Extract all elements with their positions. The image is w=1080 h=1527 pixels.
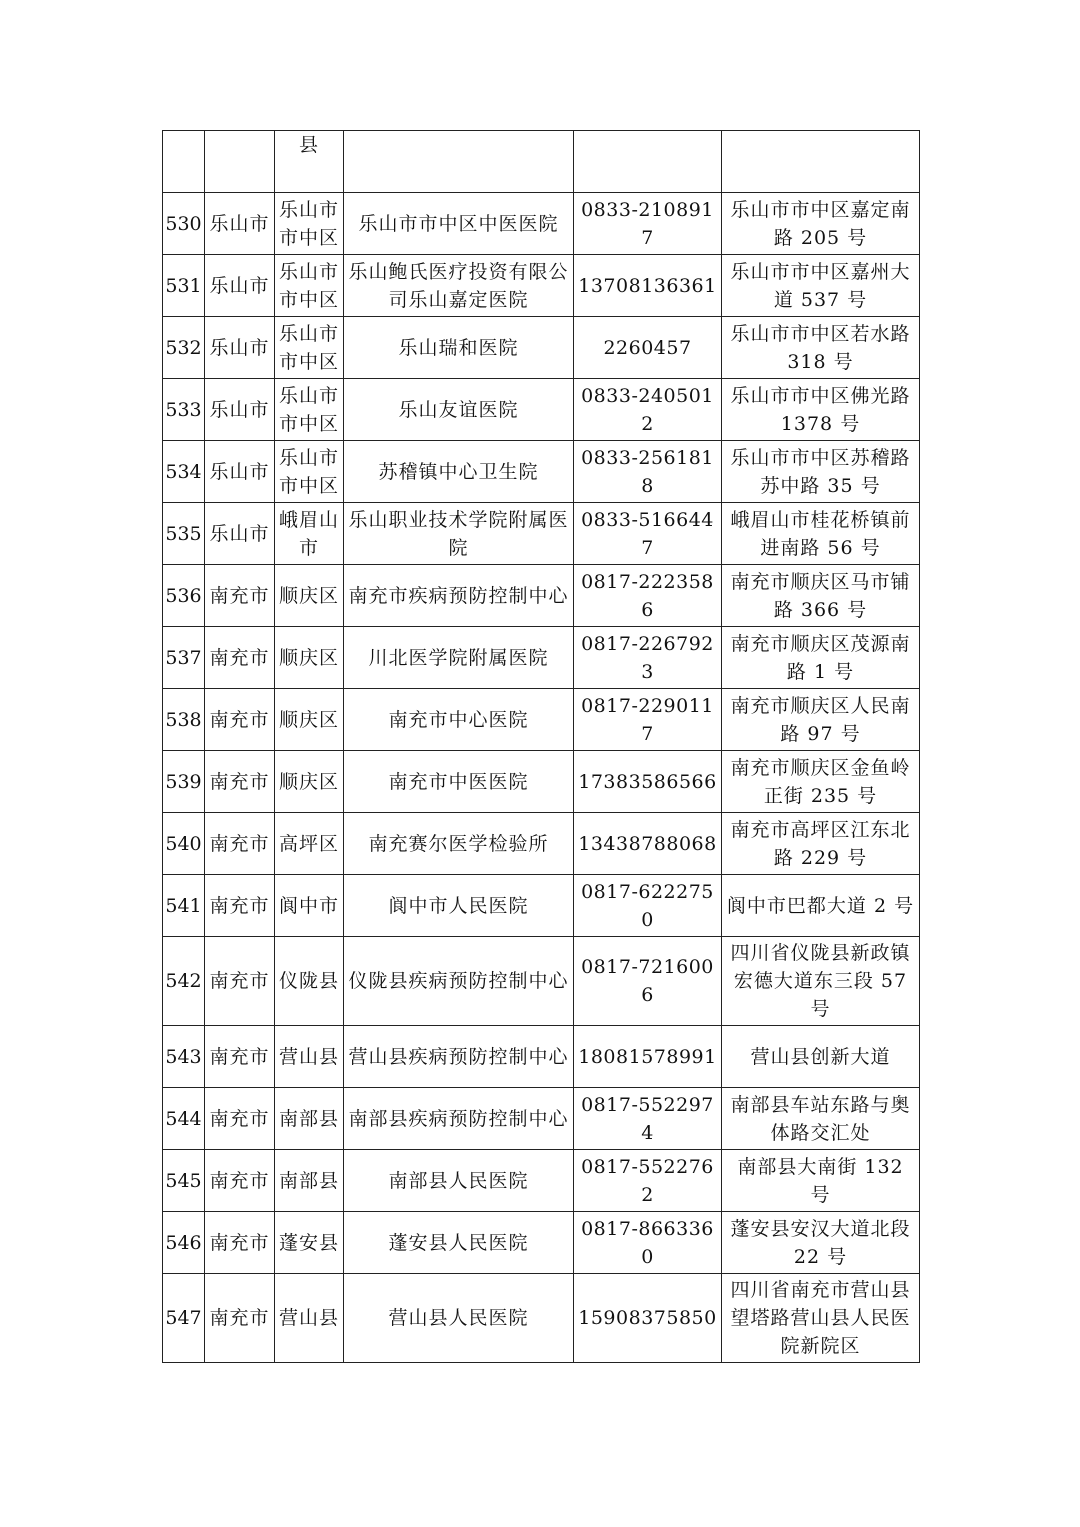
cell-address: 营山县创新大道 (722, 1026, 920, 1088)
cell-institution: 营山县疾病预防控制中心 (344, 1026, 574, 1088)
cell-district: 乐山市市中区 (275, 193, 344, 255)
cell-institution: 南充赛尔医学检验所 (344, 813, 574, 875)
table-row (163, 1212, 920, 1274)
cell-district: 乐山市市中区 (275, 255, 344, 317)
cell-institution: 南部县疾病预防控制中心 (344, 1088, 574, 1150)
cell-district: 乐山市市中区 (275, 441, 344, 503)
cell-address: 四川省仪陇县新政镇宏德大道东三段 57 号 (722, 937, 920, 1026)
cell-city: 乐山市 (205, 317, 275, 379)
cell-city: 南充市 (205, 937, 275, 1026)
cell-phone: 0817-8663360 (574, 1212, 722, 1274)
table-row (163, 751, 920, 813)
table-row (163, 503, 920, 565)
cell-district: 营山县 (275, 1026, 344, 1088)
cell-address: 南充市高坪区江东北路 229 号 (722, 813, 920, 875)
cell-index: 543 (163, 1026, 205, 1088)
cell-city: 乐山市 (205, 503, 275, 565)
cell-address: 南充市顺庆区茂源南路 1 号 (722, 627, 920, 689)
cell-city: 乐山市 (205, 255, 275, 317)
cell-phone: 0833-2561818 (574, 441, 722, 503)
cell-phone: 0817-6222750 (574, 875, 722, 937)
cell-institution: 南充市疾病预防控制中心 (344, 565, 574, 627)
table-row (163, 379, 920, 441)
cell-institution: 乐山职业技术学院附属医院 (344, 503, 574, 565)
cell-city: 南充市 (205, 1150, 275, 1212)
cell-city: 南充市 (205, 689, 275, 751)
cell-address: 乐山市市中区嘉州大道 537 号 (722, 255, 920, 317)
cell-city: 南充市 (205, 627, 275, 689)
cell-institution: 南部县人民医院 (344, 1150, 574, 1212)
cell-phone: 0817-2267923 (574, 627, 722, 689)
cell-phone: 0817-2223586 (574, 565, 722, 627)
cell-institution: 仪陇县疾病预防控制中心 (344, 937, 574, 1026)
cell-address: 乐山市市中区若水路 318 号 (722, 317, 920, 379)
cell-address: 南充市顺庆区金鱼岭正街 235 号 (722, 751, 920, 813)
cell-district: 营山县 (275, 1274, 344, 1363)
table-row (163, 565, 920, 627)
institution-table (162, 130, 920, 1363)
cell-phone: 0833-2108917 (574, 193, 722, 255)
cell-city: 南充市 (205, 751, 275, 813)
cell-district: 乐山市市中区 (275, 379, 344, 441)
cell-city: 南充市 (205, 1088, 275, 1150)
cell-phone (574, 131, 722, 193)
table-row (163, 1088, 920, 1150)
cell-district: 蓬安县 (275, 1212, 344, 1274)
cell-address: 峨眉山市桂花桥镇前进南路 56 号 (722, 503, 920, 565)
cell-address: 四川省南充市营山县望塔路营山县人民医院新院区 (722, 1274, 920, 1363)
cell-institution: 营山县人民医院 (344, 1274, 574, 1363)
table-row (163, 875, 920, 937)
cell-phone: 0817-5522762 (574, 1150, 722, 1212)
cell-index: 547 (163, 1274, 205, 1363)
cell-city: 南充市 (205, 813, 275, 875)
cell-address (722, 131, 920, 193)
cell-city: 南充市 (205, 1026, 275, 1088)
cell-institution: 苏稽镇中心卫生院 (344, 441, 574, 503)
cell-city: 南充市 (205, 875, 275, 937)
table-row (163, 1026, 920, 1088)
cell-index: 545 (163, 1150, 205, 1212)
cell-address: 南充市顺庆区马市铺路 366 号 (722, 565, 920, 627)
cell-phone: 2260457 (574, 317, 722, 379)
cell-district: 南部县 (275, 1088, 344, 1150)
cell-index: 536 (163, 565, 205, 627)
cell-phone: 13438788068 (574, 813, 722, 875)
cell-index: 530 (163, 193, 205, 255)
cell-address: 乐山市市中区嘉定南路 205 号 (722, 193, 920, 255)
table-row (163, 255, 920, 317)
table-body (163, 131, 920, 1363)
cell-city: 南充市 (205, 1212, 275, 1274)
table-row (163, 193, 920, 255)
cell-index: 537 (163, 627, 205, 689)
table-row (163, 689, 920, 751)
cell-district: 高坪区 (275, 813, 344, 875)
cell-address: 南部县大南街 132 号 (722, 1150, 920, 1212)
cell-address: 南充市顺庆区人民南路 97 号 (722, 689, 920, 751)
table-row-continuation (163, 131, 920, 193)
table-row (163, 317, 920, 379)
cell-phone: 18081578991 (574, 1026, 722, 1088)
cell-district: 阆中市 (275, 875, 344, 937)
cell-phone: 0833-2405012 (574, 379, 722, 441)
cell-district: 顺庆区 (275, 627, 344, 689)
cell-index: 539 (163, 751, 205, 813)
cell-index: 544 (163, 1088, 205, 1150)
cell-address: 乐山市市中区佛光路 1378 号 (722, 379, 920, 441)
cell-address: 阆中市巴都大道 2 号 (722, 875, 920, 937)
cell-phone: 15908375850 (574, 1274, 722, 1363)
cell-phone: 0817-7216006 (574, 937, 722, 1026)
cell-city: 乐山市 (205, 193, 275, 255)
cell-district: 顺庆区 (275, 565, 344, 627)
cell-index: 542 (163, 937, 205, 1026)
cell-district: 峨眉山市 (275, 503, 344, 565)
cell-institution: 川北医学院附属医院 (344, 627, 574, 689)
cell-phone: 0817-2290117 (574, 689, 722, 751)
cell-index: 538 (163, 689, 205, 751)
cell-district: 顺庆区 (275, 751, 344, 813)
cell-index: 533 (163, 379, 205, 441)
table-row (163, 441, 920, 503)
table-row (163, 813, 920, 875)
cell-district: 仪陇县 (275, 937, 344, 1026)
cell-index: 535 (163, 503, 205, 565)
cell-phone: 17383586566 (574, 751, 722, 813)
cell-address: 南部县车站东路与奥体路交汇处 (722, 1088, 920, 1150)
cell-institution: 南充市中医医院 (344, 751, 574, 813)
cell-index: 531 (163, 255, 205, 317)
cell-city (205, 131, 275, 193)
cell-institution: 蓬安县人民医院 (344, 1212, 574, 1274)
table-row (163, 937, 920, 1026)
cell-district: 县 (275, 131, 344, 193)
cell-index: 540 (163, 813, 205, 875)
cell-institution: 乐山瑞和医院 (344, 317, 574, 379)
cell-institution: 阆中市人民医院 (344, 875, 574, 937)
table-row (163, 1274, 920, 1363)
cell-city: 乐山市 (205, 441, 275, 503)
cell-district: 顺庆区 (275, 689, 344, 751)
cell-institution (344, 131, 574, 193)
cell-district: 南部县 (275, 1150, 344, 1212)
cell-address: 乐山市市中区苏稽路苏中路 35 号 (722, 441, 920, 503)
cell-index: 546 (163, 1212, 205, 1274)
cell-district: 乐山市市中区 (275, 317, 344, 379)
cell-phone: 0817-5522974 (574, 1088, 722, 1150)
cell-index (163, 131, 205, 193)
table-row (163, 1150, 920, 1212)
cell-institution: 乐山友谊医院 (344, 379, 574, 441)
cell-institution: 乐山鲍氏医疗投资有限公司乐山嘉定医院 (344, 255, 574, 317)
cell-phone: 0833-5166447 (574, 503, 722, 565)
cell-index: 532 (163, 317, 205, 379)
cell-institution: 南充市中心医院 (344, 689, 574, 751)
cell-phone: 13708136361 (574, 255, 722, 317)
cell-city: 乐山市 (205, 379, 275, 441)
cell-city: 南充市 (205, 565, 275, 627)
cell-address: 蓬安县安汉大道北段 22 号 (722, 1212, 920, 1274)
table-row (163, 627, 920, 689)
cell-city: 南充市 (205, 1274, 275, 1363)
cell-institution: 乐山市市中区中医医院 (344, 193, 574, 255)
cell-index: 534 (163, 441, 205, 503)
cell-index: 541 (163, 875, 205, 937)
